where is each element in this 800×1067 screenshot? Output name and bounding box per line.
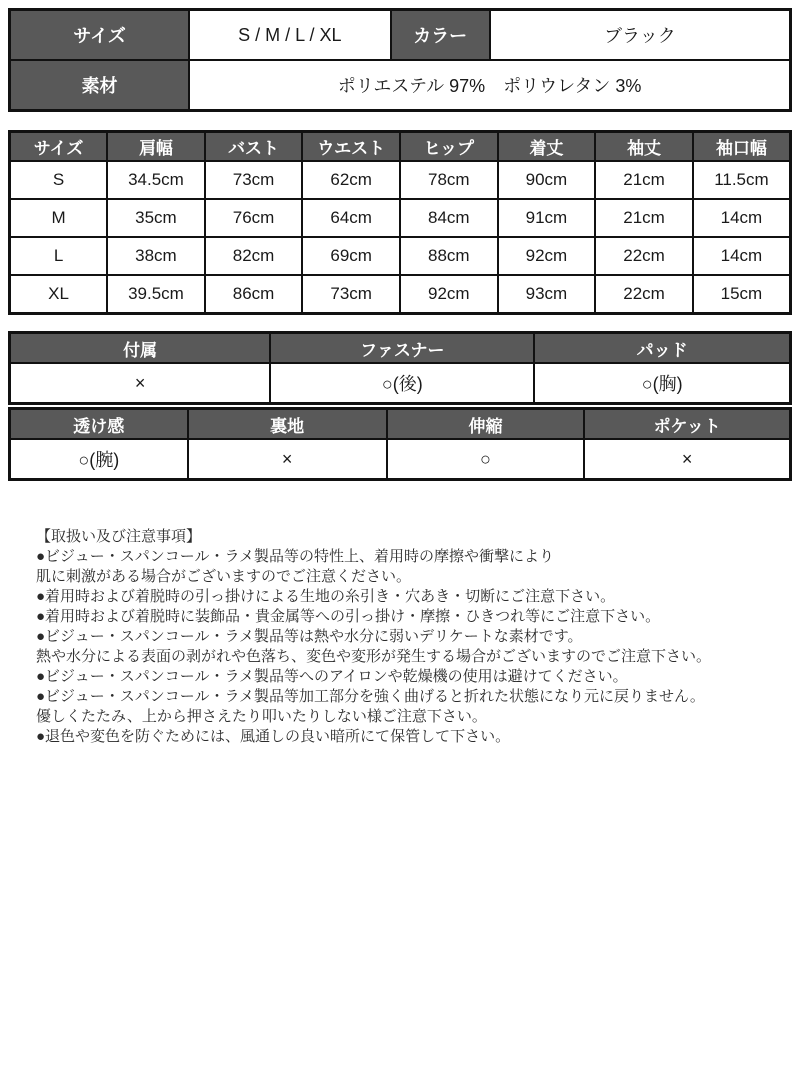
pad-value: ○(胸) [534, 363, 790, 404]
table-row [10, 275, 791, 314]
column-header: 袖丈 [595, 132, 693, 162]
measure-cell: 69cm [302, 237, 400, 275]
material-value: ポリエステル 97% ポリウレタン 3% [189, 60, 790, 111]
measure-cell: 93cm [498, 275, 596, 314]
care-note-line: 熱や水分による表面の剥がれや色落ち、変色や変形が発生する場合がございますのでご注意下さい。 [36, 648, 712, 665]
measure-cell: 82cm [205, 237, 303, 275]
table-header-row [10, 333, 791, 364]
care-note-line: ●ビジュー・スパンコール・ラメ製品等加工部分を強く曲げると折れた状態になり元に戻りません。 [36, 688, 705, 705]
care-note-line: ●ビジュー・スパンコール・ラメ製品等は熱や水分に弱いデリケートな素材です。 [36, 628, 583, 645]
care-note-line: ●着用時および着脱時の引っ掛けによる生地の糸引き・穴あき・切断にご注意下さい。 [36, 588, 616, 605]
measure-cell: 64cm [302, 199, 400, 237]
column-header: バスト [205, 132, 303, 162]
measure-cell: 34.5cm [107, 161, 205, 199]
stretch-value: ○ [387, 439, 585, 480]
size-cell: S [10, 161, 108, 199]
product-info-table [8, 8, 792, 112]
column-header: ウエスト [302, 132, 400, 162]
column-header: 着丈 [498, 132, 596, 162]
features-table-2 [8, 407, 792, 481]
measure-cell: 21cm [595, 161, 693, 199]
color-label: カラー [391, 10, 490, 61]
care-note-line: ●退色や変色を防ぐためには、風通しの良い暗所にて保管して下さい。 [36, 728, 511, 745]
measure-cell: 62cm [302, 161, 400, 199]
table-row [10, 60, 791, 111]
table-header-row [10, 409, 791, 440]
table-row [10, 199, 791, 237]
measure-cell: 90cm [498, 161, 596, 199]
table-row [10, 237, 791, 275]
care-notes-title: 【取扱い及び注意事項】 [36, 528, 202, 545]
column-header: 袖口幅 [693, 132, 791, 162]
size-value: S / M / L / XL [189, 10, 390, 61]
measure-cell: 92cm [498, 237, 596, 275]
column-header: 肩幅 [107, 132, 205, 162]
lining-value: × [188, 439, 387, 480]
table-row [10, 439, 791, 480]
measure-cell: 76cm [205, 199, 303, 237]
accessory-value: × [10, 363, 271, 404]
column-header: サイズ [10, 132, 108, 162]
care-note-line: ●ビジュー・スパンコール・ラメ製品等へのアイロンや乾燥機の使用は避けてください。 [36, 668, 628, 685]
care-note-line: ●ビジュー・スパンコール・ラメ製品等の特性上、着用時の摩擦や衝撃により [36, 548, 555, 565]
measure-cell: 73cm [302, 275, 400, 314]
care-notes [8, 527, 792, 747]
sheerness-value: ○(腕) [10, 439, 188, 480]
size-cell: L [10, 237, 108, 275]
stretch-label: 伸縮 [387, 409, 585, 440]
size-cell: XL [10, 275, 108, 314]
material-label: 素材 [10, 60, 190, 111]
size-label: サイズ [10, 10, 190, 61]
measure-cell: 78cm [400, 161, 498, 199]
features-table-1 [8, 331, 792, 405]
color-value: ブラック [490, 10, 791, 61]
table-row [10, 161, 791, 199]
measure-cell: 86cm [205, 275, 303, 314]
measure-cell: 88cm [400, 237, 498, 275]
care-note-line: 優しくたたみ、上から押さえたり叩いたりしない様ご注意下さい。 [36, 708, 487, 725]
measure-cell: 15cm [693, 275, 791, 314]
table-row [10, 363, 791, 404]
measure-cell: 14cm [693, 237, 791, 275]
fastener-value: ○(後) [270, 363, 534, 404]
column-header: ヒップ [400, 132, 498, 162]
accessory-label: 付属 [10, 333, 271, 364]
measure-cell: 11.5cm [693, 161, 791, 199]
table-row [10, 10, 791, 61]
size-cell: M [10, 199, 108, 237]
measure-cell: 35cm [107, 199, 205, 237]
sheerness-label: 透け感 [10, 409, 188, 440]
pocket-value: × [584, 439, 790, 480]
measure-cell: 14cm [693, 199, 791, 237]
measure-cell: 21cm [595, 199, 693, 237]
fastener-label: ファスナー [270, 333, 534, 364]
table-header-row [10, 132, 791, 162]
pocket-label: ポケット [584, 409, 790, 440]
measure-cell: 39.5cm [107, 275, 205, 314]
measure-cell: 22cm [595, 237, 693, 275]
measure-cell: 22cm [595, 275, 693, 314]
measure-cell: 84cm [400, 199, 498, 237]
measure-cell: 91cm [498, 199, 596, 237]
pad-label: パッド [534, 333, 790, 364]
care-note-line: ●着用時および着脱時に装飾品・貴金属等への引っ掛け・摩擦・ひきつれ等にご注意下さい。 [36, 608, 661, 625]
measure-cell: 38cm [107, 237, 205, 275]
measure-cell: 73cm [205, 161, 303, 199]
size-measurement-table [8, 130, 792, 315]
measure-cell: 92cm [400, 275, 498, 314]
lining-label: 裏地 [188, 409, 387, 440]
care-note-line: 肌に刺激がある場合がございますのでご注意ください。 [36, 568, 412, 585]
